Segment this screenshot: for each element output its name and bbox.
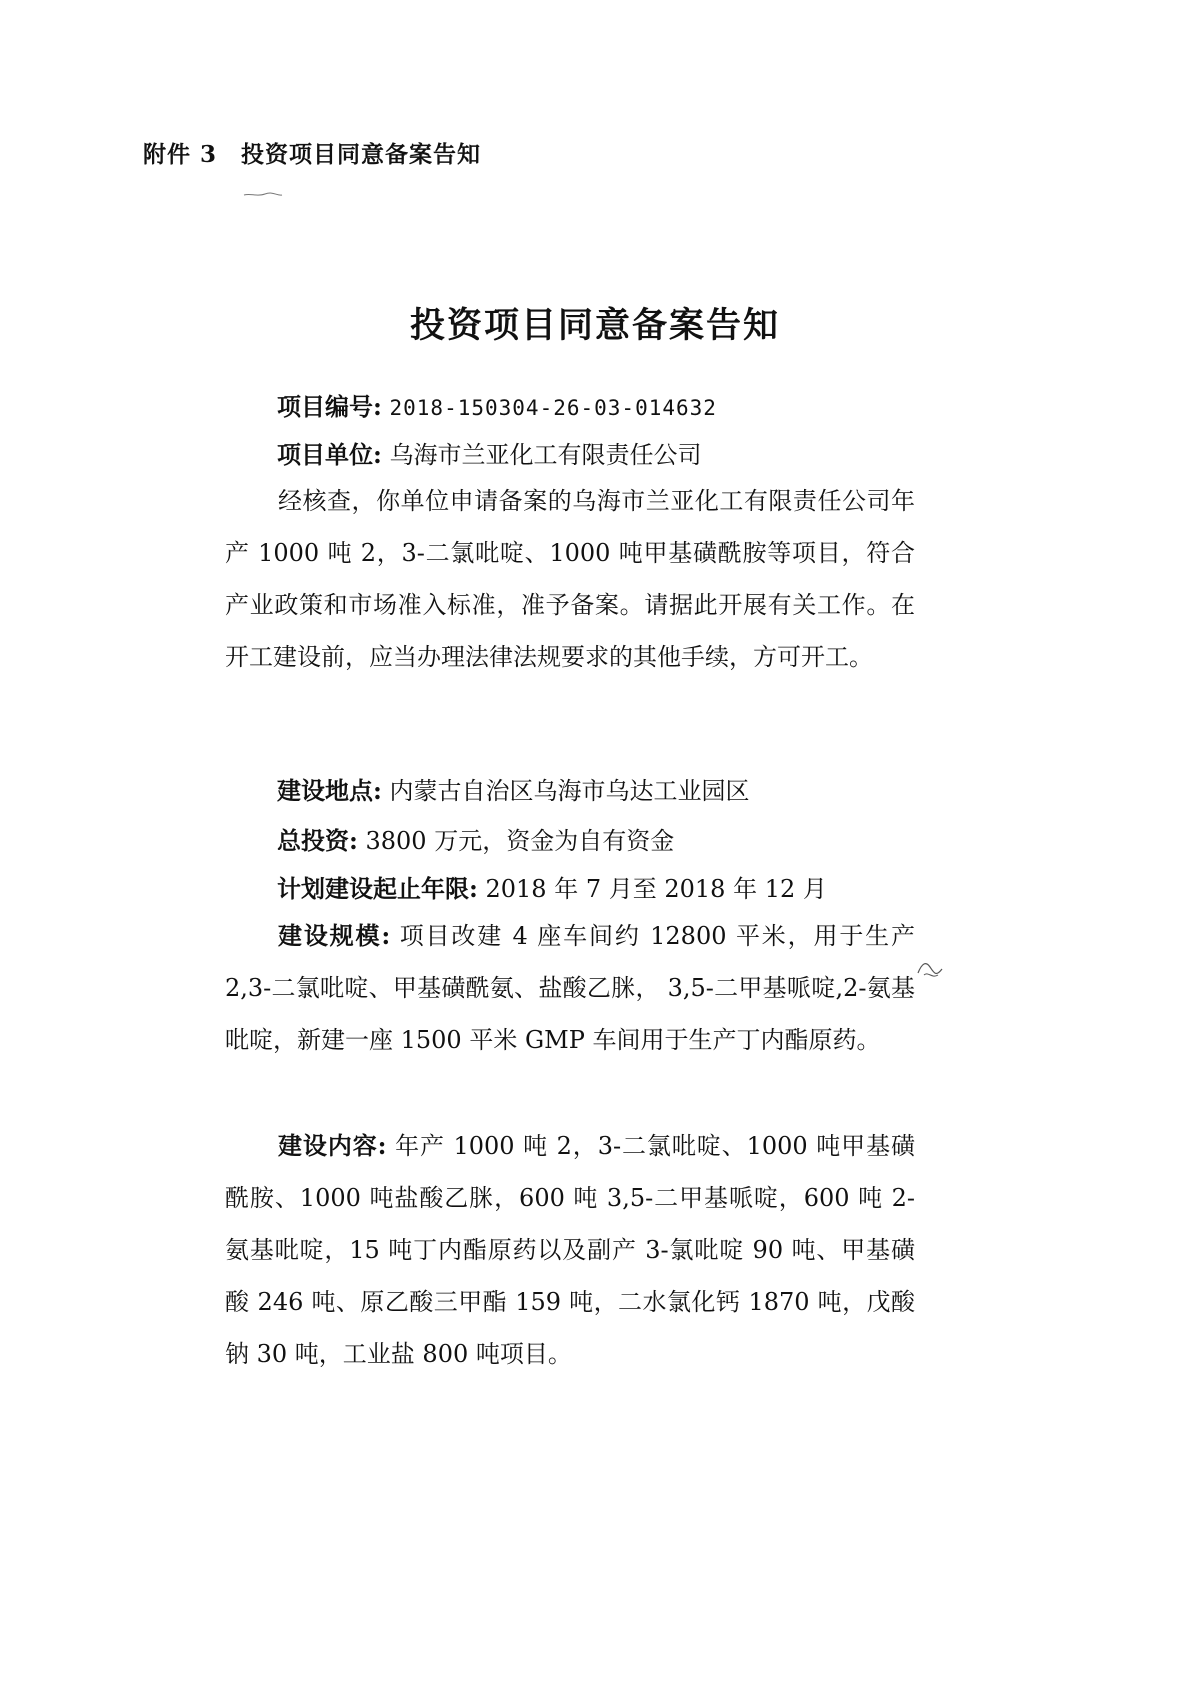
attachment-title: 投资项目同意备案告知 [241,141,482,168]
location-label: 建设地点: [277,776,382,805]
handwritten-mark [912,955,946,983]
location-row [277,776,750,806]
attachment-label [143,136,481,169]
project-code-row [277,392,717,423]
location-value: 内蒙古自治区乌海市乌达工业园区 [389,777,750,805]
period-value: 2018 年 7 月至 2018 年 12 月 [485,875,827,903]
document-title: 投资项目同意备案告知 [409,305,780,346]
scale-value: 项目改建 4 座车间约 12800 平米，用于生产 2,3-二氯吡啶、甲基磺酰氨、盐酸乙脒， 3,5-二甲基哌啶,2-氨基吡啶，新建一座 1500 平米 GMP 车间用于生产丁内酯原药。 [225,922,916,1054]
project-unit-value: 乌海市兰亚化工有限责任公司 [389,441,702,469]
period-row [277,874,827,904]
review-paragraph: 经核查，你单位申请备案的乌海市兰亚化工有限责任公司年产 1000 吨 2，3-二氯吡啶、1000 吨甲基磺酰胺等项目，符合产业政策和市场准入标准，准予备案。请据此开展有关工作。在开工建设前，应当办理法律法规要求的其他手续，方可开工。 [225,487,915,671]
content-label: 建设内容: [278,1131,387,1160]
scale-label: 建设规模: [278,921,391,950]
investment-value: 3800 万元，资金为自有资金 [365,827,675,855]
period-label: 计划建设起止年限: [277,874,478,903]
investment-row [277,826,674,856]
project-unit-row [277,440,702,470]
investment-label: 总投资: [277,826,358,855]
content-paragraph [225,1120,915,1380]
project-unit-label: 项目单位: [277,440,382,469]
stray-pen-mark [243,191,283,199]
content-value: 年产 1000 吨 2，3-二氯吡啶、1000 吨甲基磺酰胺、1000 吨盐酸乙脒，600 吨 3,5-二甲基哌啶，600 吨 2-氨基吡啶，15 吨丁内酯原药以及副产 3-氯吡啶 90 吨、甲基磺酸 246 吨、原乙酸三甲酯 159 吨，二水氯化钙 1870 吨，戊酸钠 30 吨，工业盐 800 吨项目。 [225,1132,915,1368]
project-code-label: 项目编号: [277,392,382,421]
scale-paragraph [225,910,915,1066]
attachment-number: 附件 3 [143,141,218,168]
project-code-value: 2018-150304-26-03-014632 [389,396,717,420]
